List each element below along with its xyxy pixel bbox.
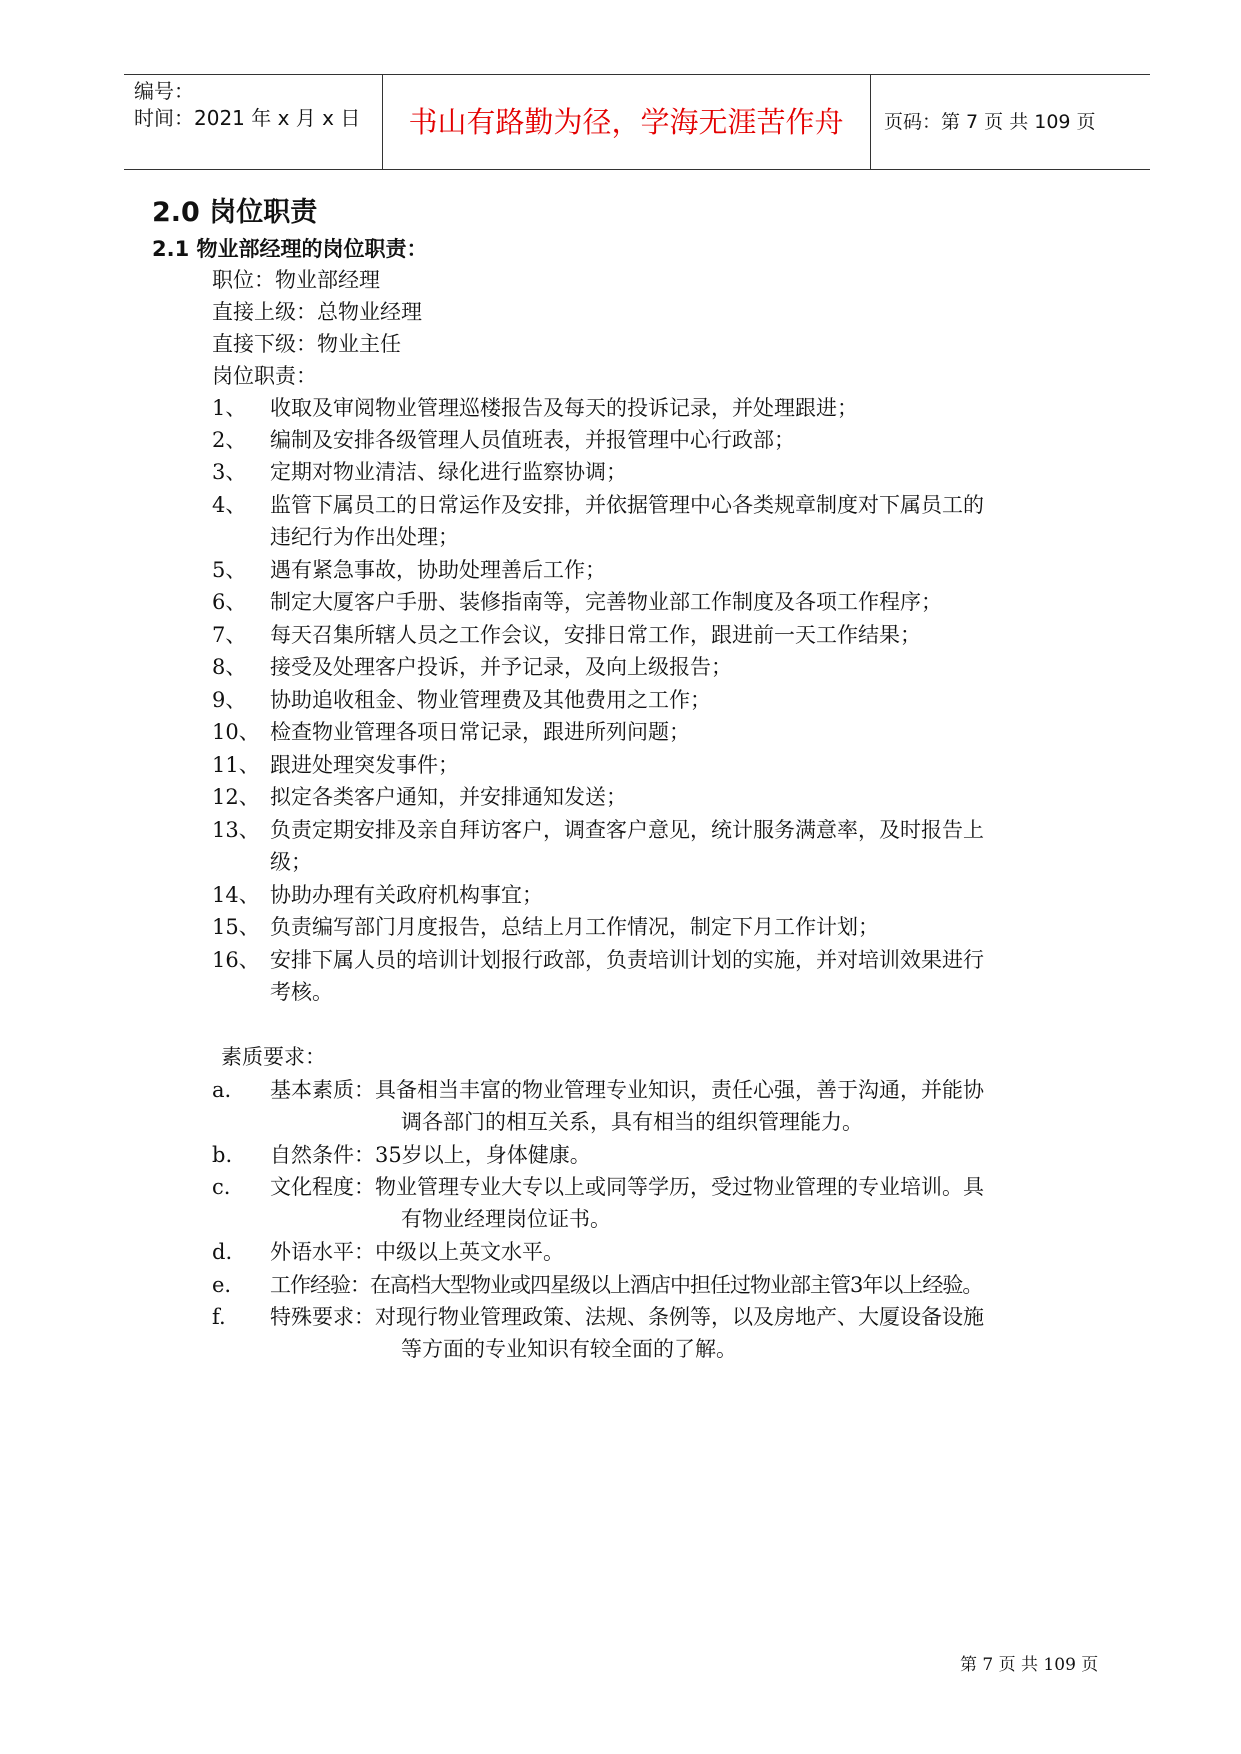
list-item-text: 编制及安排各级管理人员值班表，并报管理中心行政部； <box>270 428 795 452</box>
quality-title: 素质要求： <box>221 1045 326 1069</box>
list-item-text: 特殊要求：对现行物业管理政策、法规、条例等，以及房地产、大厦设备设施 <box>270 1305 984 1329</box>
list-item-text: 文化程度：物业管理专业大专以上或同等学历，受过物业管理的专业培训。具 <box>270 1175 984 1199</box>
list-item-number: 4、 <box>212 493 247 517</box>
list-item-text: 自然条件：35岁以上，身体健康。 <box>270 1143 591 1167</box>
serial-label: 编号： <box>134 79 194 103</box>
list-item-letter: b. <box>212 1143 233 1167</box>
time-label: 时间：2021 年 x 月 x 日 <box>134 106 361 130</box>
list-item-text: 接受及处理客户投诉，并予记录，及向上级报告； <box>270 655 732 679</box>
list-item-number: 6、 <box>212 590 247 614</box>
list-item-text: 收取及审阅物业管理巡楼报告及每天的投诉记录，并处理跟进； <box>270 396 858 420</box>
list-item-text: 协助追收租金、物业管理费及其他费用之工作； <box>270 688 711 712</box>
list-item-letter: e. <box>212 1273 232 1297</box>
page-header <box>124 74 1150 170</box>
list-item-text-cont: 违纪行为作出处理； <box>270 525 459 549</box>
list-item-letter: f. <box>212 1305 226 1329</box>
list-item-number: 3、 <box>212 460 247 484</box>
list-item-text: 工作经验：在高档大型物业或四星级以上酒店中担任过物业部主管3年以上经验。 <box>270 1273 983 1297</box>
list-item-text: 基本素质：具备相当丰富的物业管理专业知识，责任心强，善于沟通，并能协 <box>270 1078 984 1102</box>
page-info: 页码：第 7 页 共 109 页 <box>884 111 1096 133</box>
list-item-number: 5、 <box>212 558 247 582</box>
position-line: 职位：物业部经理 <box>212 268 380 292</box>
list-item-number: 10、 <box>212 720 260 744</box>
header-motto-cell <box>382 75 871 169</box>
header-meta-cell <box>124 75 383 169</box>
subordinate-line: 直接下级：物业主任 <box>212 332 401 356</box>
list-item-number: 2、 <box>212 428 247 452</box>
list-item-text-cont: 等方面的专业知识有较全面的了解。 <box>401 1337 737 1361</box>
list-item-text: 遇有紧急事故，协助处理善后工作； <box>270 558 606 582</box>
list-item-text: 跟进处理突发事件； <box>270 753 459 777</box>
list-item-text-cont: 考核。 <box>270 980 333 1004</box>
duties-title: 岗位职责： <box>212 364 317 388</box>
list-item-number: 8、 <box>212 655 247 679</box>
list-item-text-cont: 有物业经理岗位证书。 <box>401 1207 611 1231</box>
list-item-number: 13、 <box>212 818 260 842</box>
list-item-text: 拟定各类客户通知，并安排通知发送； <box>270 785 627 809</box>
motto: 书山有路勤为径，学海无涯苦作舟 <box>408 105 844 139</box>
list-item-number: 1、 <box>212 396 247 420</box>
list-item-number: 16、 <box>212 948 260 972</box>
page-footer: 第 7 页 共 109 页 <box>960 1655 1099 1675</box>
list-item-text: 负责编写部门月度报告，总结上月工作情况，制定下月工作计划； <box>270 915 879 939</box>
list-item-letter: a. <box>212 1078 232 1102</box>
list-item-number: 11、 <box>212 753 260 777</box>
subsection-heading: 2.1 物业部经理的岗位职责： <box>152 237 428 261</box>
list-item-number: 12、 <box>212 785 260 809</box>
list-item-text: 外语水平：中级以上英文水平。 <box>270 1240 564 1264</box>
list-item-letter: d. <box>212 1240 233 1264</box>
list-item-text: 协助办理有关政府机构事宜； <box>270 883 543 907</box>
list-item-text: 定期对物业清洁、绿化进行监察协调； <box>270 460 627 484</box>
list-item-text: 检查物业管理各项日常记录，跟进所列问题； <box>270 720 690 744</box>
list-item-text: 负责定期安排及亲自拜访客户，调查客户意见，统计服务满意率，及时报告上 <box>270 818 984 842</box>
list-item-number: 14、 <box>212 883 260 907</box>
section-heading: 2.0 岗位职责 <box>152 197 318 228</box>
list-item-text: 每天召集所辖人员之工作会议，安排日常工作，跟进前一天工作结果； <box>270 623 921 647</box>
list-item-text: 制定大厦客户手册、装修指南等，完善物业部工作制度及各项工作程序； <box>270 590 942 614</box>
superior-line: 直接上级：总物业经理 <box>212 300 422 324</box>
list-item-number: 7、 <box>212 623 247 647</box>
list-item-number: 9、 <box>212 688 247 712</box>
list-item-text-cont: 调各部门的相互关系，具有相当的组织管理能力。 <box>401 1110 863 1134</box>
list-item-text: 监管下属员工的日常运作及安排，并依据管理中心各类规章制度对下属员工的 <box>270 493 984 517</box>
header-page-cell <box>870 75 1150 169</box>
list-item-number: 15、 <box>212 915 260 939</box>
list-item-letter: c. <box>212 1175 231 1199</box>
list-item-text-cont: 级； <box>270 850 312 874</box>
list-item-text: 安排下属人员的培训计划报行政部，负责培训计划的实施，并对培训效果进行 <box>270 948 984 972</box>
